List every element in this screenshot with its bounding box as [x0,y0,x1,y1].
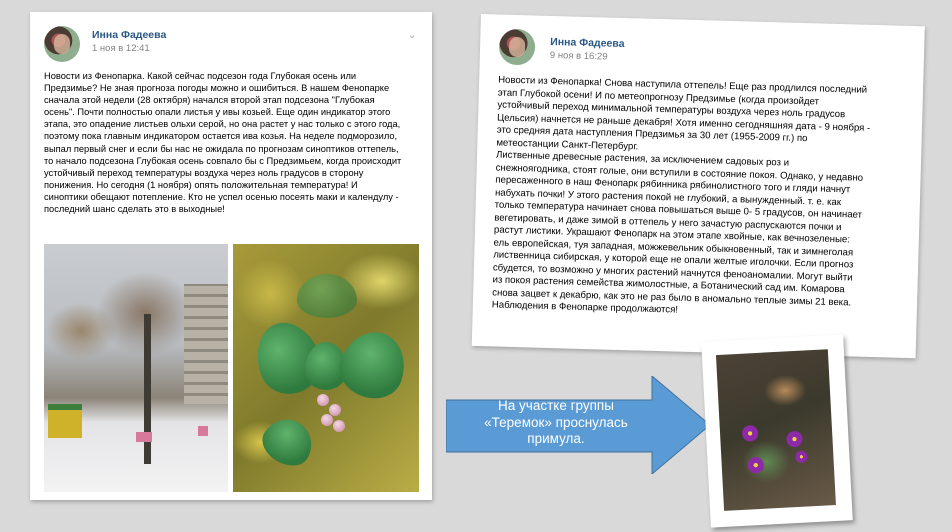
leaf [297,274,357,318]
flower [742,425,759,442]
berry [333,420,345,432]
leaf [332,323,415,407]
berry [317,394,329,406]
post-text: Новости из Фенопарка. Какой сейчас подсезон года Глубокая осень или Предзимье? Не зная прогноза погоды можно и ошибиться. В нашем Фенопарке сначала этой недели (28 октября) начался второй этап подсезона "Глубокая осень". Почти полностью опали листья у ивы козьей. Еще один индикатор этого этапа, это опадение листьев ольхи серой, но она растет у нас только с этого года, поэтому пока главным индикатором остается ива козья. На неделе подморозило, выпал первый снег и если бы нас не ожидала по прогнозам синоптиков оттепель, то начало подсезона Глубокая осень совпало бы с Предзимьем, когда происходит устойчивый переход температуры воздуха через ноль градусов в сторону понижения. Но сегодня (1 ноября) опять положительная температура! И синоптики обещают потепление. Кто не успел осенью посеять маки и календулу - последний шанс сделать это в выходные! [44,71,402,215]
flower [795,450,808,463]
author-name[interactable]: Инна Фадеева [550,35,625,51]
avatar[interactable] [499,29,536,66]
berry [329,404,341,416]
leaf [255,410,320,473]
post-date[interactable]: 1 ноя в 12:41 [92,43,150,54]
flower [786,431,803,448]
post-date[interactable]: 9 ноя в 16:29 [549,49,608,63]
photo-autumn-tree[interactable] [44,244,228,492]
chevron-down-icon[interactable]: ⌄ [408,30,417,41]
sign [136,432,152,442]
sign [198,426,208,436]
flower [747,457,764,474]
callout-arrow [446,398,674,452]
playground-bench [48,404,82,438]
author-name[interactable]: Инна Фадеева [92,29,167,41]
post-text: Новости из Фенопарка! Снова наступила оттепель! Еще раз продлился последний этап Глубокой осени! И по метеопрогнозу Предзимье (когда произойдет устойчивый переход минимальной температуры воздуха через ноль градусов Цельсия) начнется не раньше декабря! Хотя именно сегодняшняя дата - 9 ноября - это средняя дата наступления Предзимья за 30 лет (1955-2009 гг.) по метеостанции Санкт-Петербург. Лиственные древесные растения, за исключением садовых роз и снежноягодника, стоят голые, они вступили в состояние покоя. Однако, у недавно пересаженного в наш Фенопарк рябинника рябинолистного того и гляди начнут набухать почки! У этого растения покой не глубокий, а вынужденный. т. е. как только температура начинает снова повышаться выше 0- 5 градусов, он начинает вегетировать, и даже зимой в оттепель у него зачастую распускаются почки и растут листики. Украшают Фенопарк на этом этапе хвойные, как вечнозеленые: ель европейская, туя западная, можжевельник обыкновенный, так и зимнеголая лиственница сибирская, у которой еще не опали желтые иголочки. Если прогноз сбудется, то возможно у многих растений начнутся феноаномалии. Могут выйти из покоя растения семейства жимолостные, а Ботанический сад им. Комарова снова зацвет к декабрю, как это не раз было в аномально теплые зимы 21 века. Наблюдения в Фенопарке продолжаются! [491,74,871,316]
photo-primula [716,349,836,511]
building [184,284,228,404]
post-left [30,12,432,500]
photo-snowberry[interactable] [233,244,419,492]
photo-card-primula[interactable] [701,334,853,527]
post-right [472,14,925,358]
berry [321,414,333,426]
avatar[interactable] [44,26,80,62]
callout-text: На участке группы «Теремок» проснулась примула. [484,398,628,446]
